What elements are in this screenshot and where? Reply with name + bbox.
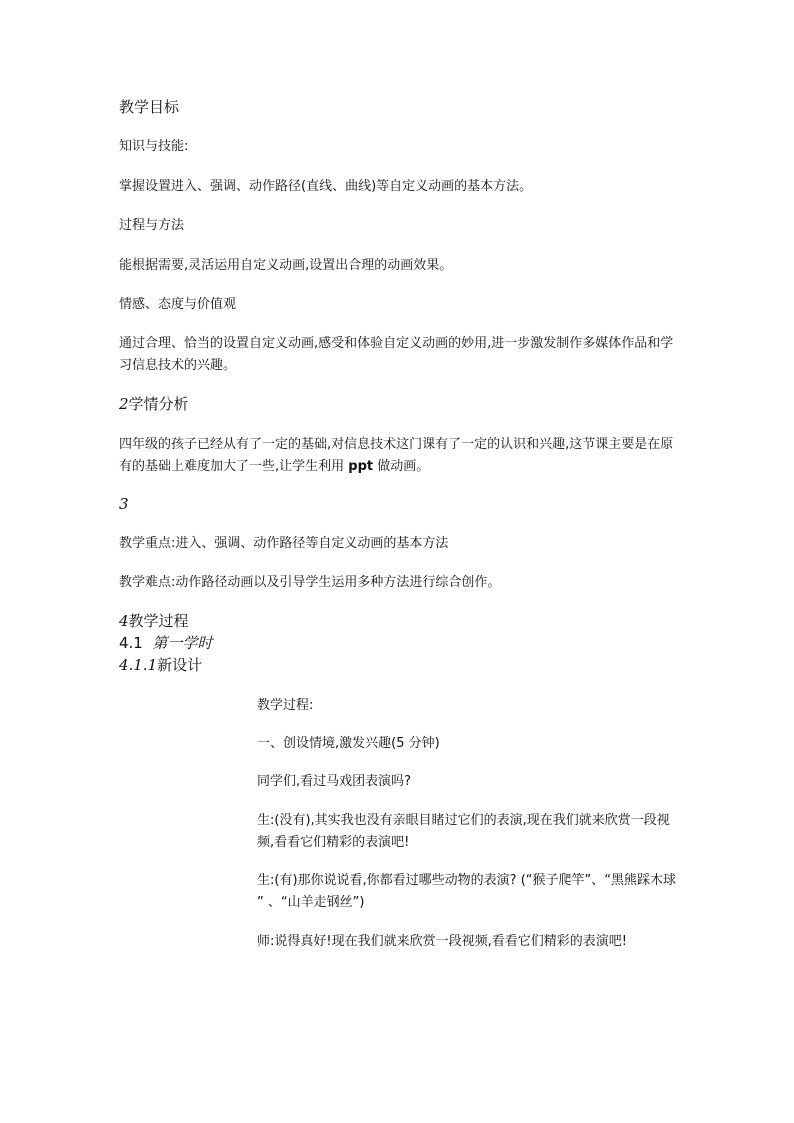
key-points: 教学重点:进入、强调、动作路径等自定义动画的基本方法 bbox=[119, 536, 449, 551]
process-title: 过程与方法 bbox=[119, 218, 185, 233]
section-4-1-1-heading bbox=[119, 654, 202, 676]
section-3-heading: 3 bbox=[119, 495, 129, 513]
answer-yes: 生:(有)那你说说看,你都看过哪些动物的表演? (“猴子爬竿”、“黑熊踩木球 ” 、“山羊走钢丝”) bbox=[257, 873, 676, 910]
difficult-points: 教学难点:动作路径动画以及引导学生运用多种方法进行综合创作。 bbox=[119, 575, 501, 590]
question-1: 同学们,看过马戏团表演吗? bbox=[257, 774, 412, 789]
section-4-1-number: 4.1 bbox=[119, 634, 143, 652]
teacher-praise: 师:说得真好!现在我们就来欣赏一段视频,看看它们精彩的表演吧! bbox=[257, 934, 627, 949]
section-2-title: 学情分析 bbox=[128, 395, 189, 413]
teaching-process-title: 教学过程: bbox=[257, 698, 314, 713]
section-4-title: 教学过程 bbox=[128, 612, 189, 630]
section-4-1-1-title: 新设计 bbox=[157, 656, 203, 674]
analysis-text-end: 做动画。 bbox=[373, 459, 430, 474]
analysis-text-ppt: ppt bbox=[348, 459, 374, 474]
section-4-heading bbox=[119, 610, 189, 632]
section-4-number: 4 bbox=[119, 612, 129, 630]
section-2-number: 2 bbox=[119, 395, 129, 413]
knowledge-text: 掌握设置进入、强调、动作路径(直线、曲线)等自定义动画的基本方法。 bbox=[119, 179, 533, 194]
answer-no: 生:(没有),其实我也没有亲眼目睹过它们的表演,现在我们就来欣赏一段视频,看看它们精彩的表演吧! bbox=[257, 813, 670, 850]
analysis-text bbox=[119, 434, 679, 478]
objectives-title: 教学目标 bbox=[119, 98, 180, 116]
emotion-title: 情感、态度与价值观 bbox=[119, 297, 237, 312]
section-2-heading bbox=[119, 393, 189, 415]
step-1-heading: 一、创设情境,激发兴趣(5 分钟) bbox=[257, 736, 440, 751]
section-4-1-heading bbox=[119, 632, 212, 654]
emotion-text: 通过合理、恰当的设置自定义动画,感受和体验自定义动画的妙用,进一步激发制作多媒体作品和学习信息技术的兴趣。 bbox=[119, 336, 674, 373]
process-text: 能根据需要,灵活运用自定义动画,设置出合理的动画效果。 bbox=[119, 258, 453, 273]
knowledge-title: 知识与技能: bbox=[119, 139, 189, 154]
section-4-1-title: 第一学时 bbox=[152, 634, 213, 652]
section-4-1-1-number: 4.1.1 bbox=[119, 656, 158, 674]
analysis-text-main: 四年级的孩子已经从有了一定的基础,对信息技术这门课有了一定的认识和兴趣,这节课主要是在原有的基础上难度加大了一些,让学生利用 bbox=[119, 437, 674, 474]
